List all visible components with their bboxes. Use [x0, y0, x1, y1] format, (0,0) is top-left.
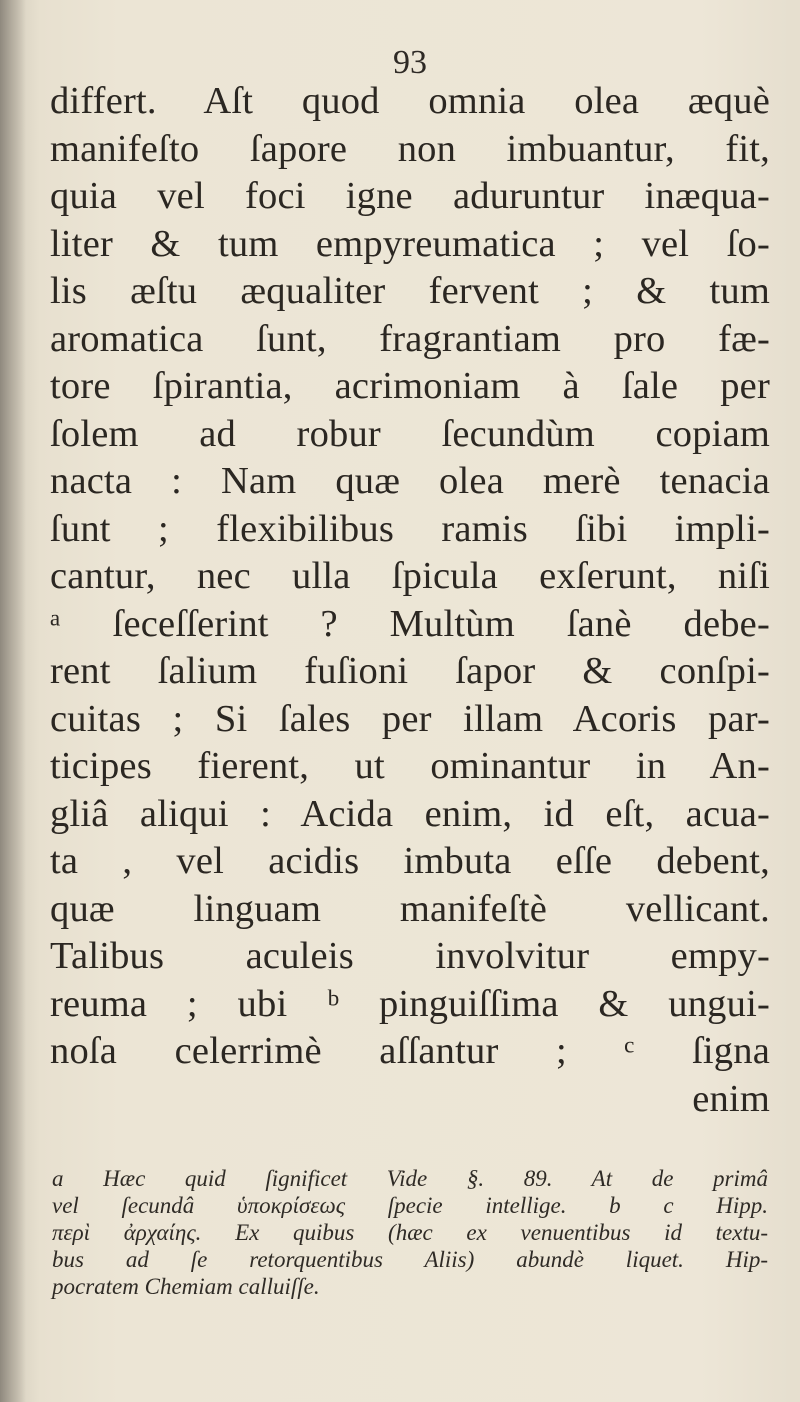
- footnotes: [52, 1165, 768, 1300]
- text-line: Talibus aculeis involvitur empy-: [50, 935, 770, 977]
- text-line: ticipes fierent, ut ominantur in An-: [50, 745, 770, 787]
- catchword: enim: [692, 1077, 770, 1120]
- text-line: rent ſalium fuſioni ſapor & conſpi-: [50, 650, 770, 692]
- text-line: noſa celerrimè aſſantur ; ᶜ ſigna: [50, 1030, 770, 1072]
- text-line: ta , vel acidis imbuta eſſe debent,: [50, 840, 770, 882]
- page-number: 93: [393, 44, 427, 81]
- footnote-line: a Hæc quid ſignificet Vide §. 89. At de primâ: [52, 1166, 768, 1191]
- text-line: ᵃ ſeceſſerint ? Multùm ſanè debe-: [50, 602, 770, 645]
- text-line: manifeſto ſapore non imbuantur, fit,: [50, 127, 770, 170]
- text-line: gliâ aliqui : Acida enim, id eſt, acua-: [50, 792, 770, 835]
- text-line: ſunt ; flexibilibus ramis ſibi impli-: [50, 507, 770, 550]
- text-line: quæ linguam manifeſtè vellicant.: [50, 887, 770, 930]
- text-line: liter & tum empyreumatica ; vel ſo-: [50, 222, 770, 265]
- footnote-line: περὶ ἀρχαίης. Ex quibus (hæc ex venuentibus id textu-: [52, 1220, 768, 1245]
- footnote-line: bus ad ſe retorquentibus Aliis) abundè liquet. Hip-: [52, 1247, 768, 1272]
- body-text: [50, 78, 770, 1123]
- text-line: reuma ; ubi ᵇ pinguiſſima & ungui-: [50, 982, 770, 1025]
- footnote-line: pocratem Chemiam calluiſſe.: [52, 1274, 320, 1299]
- text-line: cuitas ; Si ſales per illam Acoris par-: [50, 697, 770, 740]
- text-line: differt. Aſt quod omnia olea æquè: [50, 80, 770, 122]
- binding-shadow: [0, 0, 26, 1402]
- text-line: quia vel foci igne aduruntur inæqua-: [50, 175, 770, 217]
- text-line: tore ſpirantia, acrimoniam à ſale per: [50, 365, 770, 407]
- text-line: ſolem ad robur ſecundùm copiam: [50, 412, 770, 455]
- text-line: lis æſtu æqualiter fervent ; & tum: [50, 270, 770, 312]
- text-line: nacta : Nam quæ olea merè tenacia: [50, 460, 770, 502]
- footnote-line: vel ſecundâ ὑποκρίσεως ſpecie intellige. b c Hipp.: [52, 1193, 768, 1218]
- text-line: aromatica ſunt, fragrantiam pro fæ-: [50, 317, 770, 360]
- text-line: cantur, nec ulla ſpicula exſerunt, niſi: [50, 555, 770, 597]
